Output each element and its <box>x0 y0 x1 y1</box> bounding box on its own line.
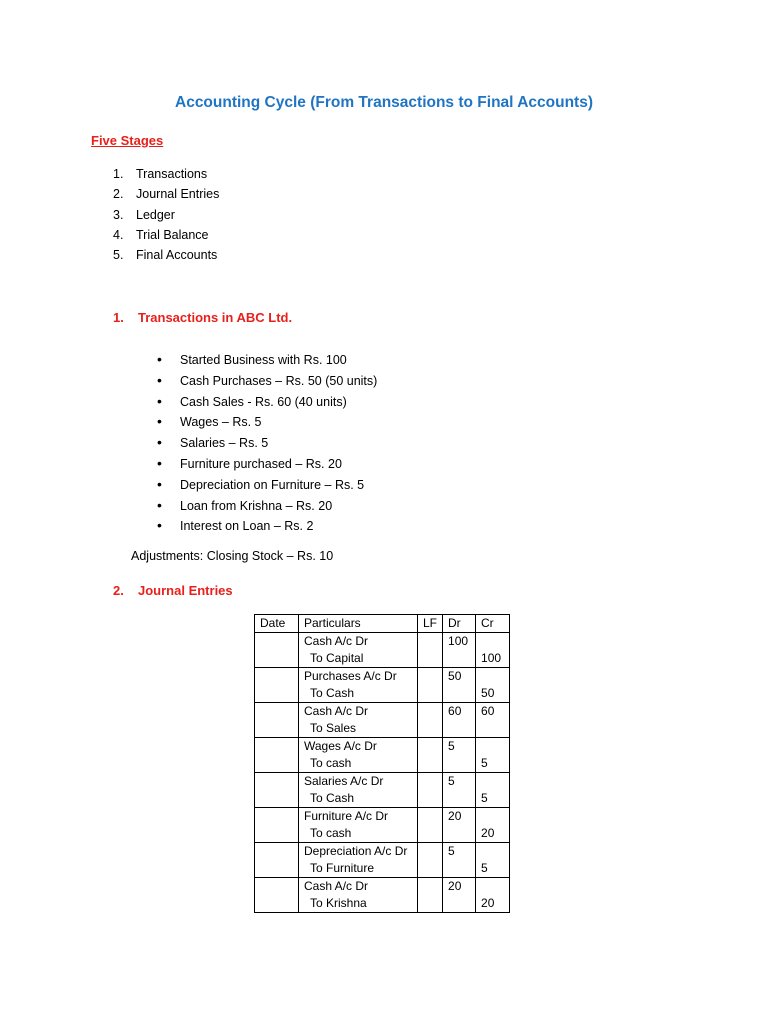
journal-lf-cell <box>418 633 443 668</box>
stage-item <box>113 164 219 184</box>
stage-item <box>113 205 219 225</box>
journal-dr-cell <box>443 808 476 843</box>
debit-amount: 50 <box>448 669 462 683</box>
section-2-title: Journal Entries <box>138 583 233 598</box>
credit-amount: 60 <box>481 704 495 718</box>
journal-date-cell <box>255 773 299 808</box>
journal-cr-cell <box>476 703 510 738</box>
debit-amount: 5 <box>448 844 455 858</box>
section-1-heading <box>113 310 292 325</box>
journal-row <box>255 703 510 738</box>
journal-row <box>255 773 510 808</box>
debit-account-line: Cash A/c Dr <box>304 634 369 648</box>
stages-heading: Five Stages <box>91 133 164 148</box>
journal-header-row <box>255 615 510 633</box>
adjustments-text: Adjustments: Closing Stock – Rs. 10 <box>131 549 334 563</box>
document-title: Accounting Cycle (From Transactions to Final Accounts) <box>175 94 593 111</box>
stage-number: 5. <box>113 248 124 263</box>
transactions-list <box>157 349 377 536</box>
journal-row <box>255 738 510 773</box>
stage-label: Trial Balance <box>136 227 209 242</box>
bullet-icon: • <box>157 454 162 471</box>
journal-particulars-cell <box>299 703 418 738</box>
stage-number: 1. <box>113 167 124 181</box>
stage-label: Journal Entries <box>136 187 220 202</box>
journal-dr-cell <box>443 738 476 773</box>
credit-account-line: To Krishna <box>310 896 367 910</box>
section-1-title: Transactions in ABC Ltd. <box>138 310 293 325</box>
journal-lf-cell <box>418 808 443 843</box>
journal-date-cell <box>255 668 299 703</box>
journal-particulars-cell <box>299 808 418 843</box>
journal-cr-cell <box>476 808 510 843</box>
credit-account-line: To cash <box>310 756 352 770</box>
journal-cr-cell <box>476 668 510 703</box>
stage-number: 3. <box>113 207 124 222</box>
cell-spacer <box>481 633 504 650</box>
credit-amount: 20 <box>481 826 495 840</box>
cell-spacer <box>481 668 504 685</box>
transaction-item <box>157 411 377 432</box>
journal-particulars-cell <box>299 738 418 773</box>
stage-number: 4. <box>113 227 124 242</box>
transaction-item <box>157 432 377 453</box>
transaction-item <box>157 370 377 391</box>
journal-dr-cell <box>443 843 476 878</box>
transaction-text: Cash Purchases – Rs. 50 (50 units) <box>180 373 378 388</box>
bullet-icon: • <box>157 517 162 534</box>
journal-particulars-cell <box>299 843 418 878</box>
header-cr: Cr <box>476 615 510 633</box>
journal-cr-cell <box>476 878 510 913</box>
cell-spacer <box>481 773 504 790</box>
transaction-text: Wages – Rs. 5 <box>180 415 262 430</box>
journal-row <box>255 808 510 843</box>
transaction-item <box>157 495 377 516</box>
transaction-text: Depreciation on Furniture – Rs. 5 <box>180 477 365 492</box>
journal-dr-cell <box>443 633 476 668</box>
transaction-text: Cash Sales - Rs. 60 (40 units) <box>180 394 347 409</box>
credit-account-line: To cash <box>310 826 352 840</box>
credit-amount: 5 <box>481 756 488 770</box>
credit-account-line: To Furniture <box>310 861 375 875</box>
credit-account-line: To Cash <box>310 791 355 805</box>
stage-item <box>113 184 219 204</box>
journal-particulars-cell <box>299 633 418 668</box>
journal-dr-cell <box>443 668 476 703</box>
journal-row <box>255 668 510 703</box>
transaction-text: Furniture purchased – Rs. 20 <box>180 456 342 471</box>
journal-date-cell <box>255 878 299 913</box>
journal-date-cell <box>255 808 299 843</box>
journal-table <box>254 614 510 913</box>
cell-spacer <box>481 878 504 895</box>
journal-cr-cell <box>476 773 510 808</box>
credit-account-line: To Sales <box>310 721 357 735</box>
cell-spacer <box>481 738 504 755</box>
cell-spacer <box>481 808 504 825</box>
debit-amount: 20 <box>448 879 462 893</box>
debit-account-line: Wages A/c Dr <box>304 739 377 753</box>
credit-amount: 20 <box>481 896 495 910</box>
bullet-icon: • <box>157 392 162 409</box>
header-lf: LF <box>418 615 443 633</box>
journal-dr-cell <box>443 703 476 738</box>
journal-lf-cell <box>418 878 443 913</box>
debit-account-line: Furniture A/c Dr <box>304 809 389 823</box>
journal-date-cell <box>255 703 299 738</box>
journal-lf-cell <box>418 773 443 808</box>
credit-account-line: To Capital <box>310 651 364 665</box>
bullet-icon: • <box>157 496 162 513</box>
stage-label: Transactions <box>136 167 208 181</box>
journal-row <box>255 878 510 913</box>
transaction-text: Started Business with Rs. 100 <box>180 353 347 367</box>
debit-amount: 5 <box>448 774 455 788</box>
transaction-item <box>157 515 377 536</box>
header-date: Date <box>255 615 299 633</box>
stage-item <box>113 225 219 245</box>
transaction-item <box>157 349 377 370</box>
debit-account-line: Cash A/c Dr <box>304 879 369 893</box>
stage-number: 2. <box>113 187 124 202</box>
stage-label: Final Accounts <box>136 248 218 263</box>
debit-amount: 100 <box>448 634 469 648</box>
bullet-icon: • <box>157 434 162 451</box>
journal-row <box>255 843 510 878</box>
stage-item <box>113 245 219 265</box>
stages-list <box>113 164 219 265</box>
journal-cr-cell <box>476 633 510 668</box>
header-particulars: Particulars <box>299 615 418 633</box>
cell-spacer <box>481 843 504 860</box>
debit-account-line: Cash A/c Dr <box>304 704 369 718</box>
transaction-text: Salaries – Rs. 5 <box>180 436 269 451</box>
journal-dr-cell <box>443 878 476 913</box>
journal-date-cell <box>255 633 299 668</box>
credit-account-line: To Cash <box>310 686 355 700</box>
credit-amount: 100 <box>481 651 502 665</box>
journal-dr-cell <box>443 773 476 808</box>
credit-amount: 5 <box>481 791 488 805</box>
debit-amount: 60 <box>448 704 462 718</box>
bullet-icon: • <box>157 351 162 367</box>
journal-lf-cell <box>418 668 443 703</box>
transaction-item <box>157 453 377 474</box>
debit-account-line: Salaries A/c Dr <box>304 774 384 788</box>
credit-amount: 5 <box>481 861 488 875</box>
journal-row <box>255 633 510 668</box>
stage-label: Ledger <box>136 207 175 222</box>
transaction-item <box>157 474 377 495</box>
section-1-number: 1. <box>113 310 124 325</box>
transaction-text: Interest on Loan – Rs. 2 <box>180 519 314 534</box>
journal-lf-cell <box>418 703 443 738</box>
journal-particulars-cell <box>299 773 418 808</box>
debit-account-line: Depreciation A/c Dr <box>304 844 408 858</box>
transaction-text: Loan from Krishna – Rs. 20 <box>180 498 333 513</box>
journal-particulars-cell <box>299 878 418 913</box>
header-dr: Dr <box>443 615 476 633</box>
journal-date-cell <box>255 843 299 878</box>
debit-account-line: Purchases A/c Dr <box>304 669 397 683</box>
journal-cr-cell <box>476 843 510 878</box>
journal-lf-cell <box>418 738 443 773</box>
bullet-icon: • <box>157 475 162 492</box>
journal-cr-cell <box>476 738 510 773</box>
section-2-heading <box>113 583 233 598</box>
section-2-number: 2. <box>113 583 124 598</box>
journal-particulars-cell <box>299 668 418 703</box>
bullet-icon: • <box>157 371 162 388</box>
journal-date-cell <box>255 738 299 773</box>
transaction-item <box>157 391 377 412</box>
debit-amount: 5 <box>448 739 455 753</box>
bullet-icon: • <box>157 413 162 430</box>
journal-lf-cell <box>418 843 443 878</box>
debit-amount: 20 <box>448 809 462 823</box>
credit-amount: 50 <box>481 686 495 700</box>
